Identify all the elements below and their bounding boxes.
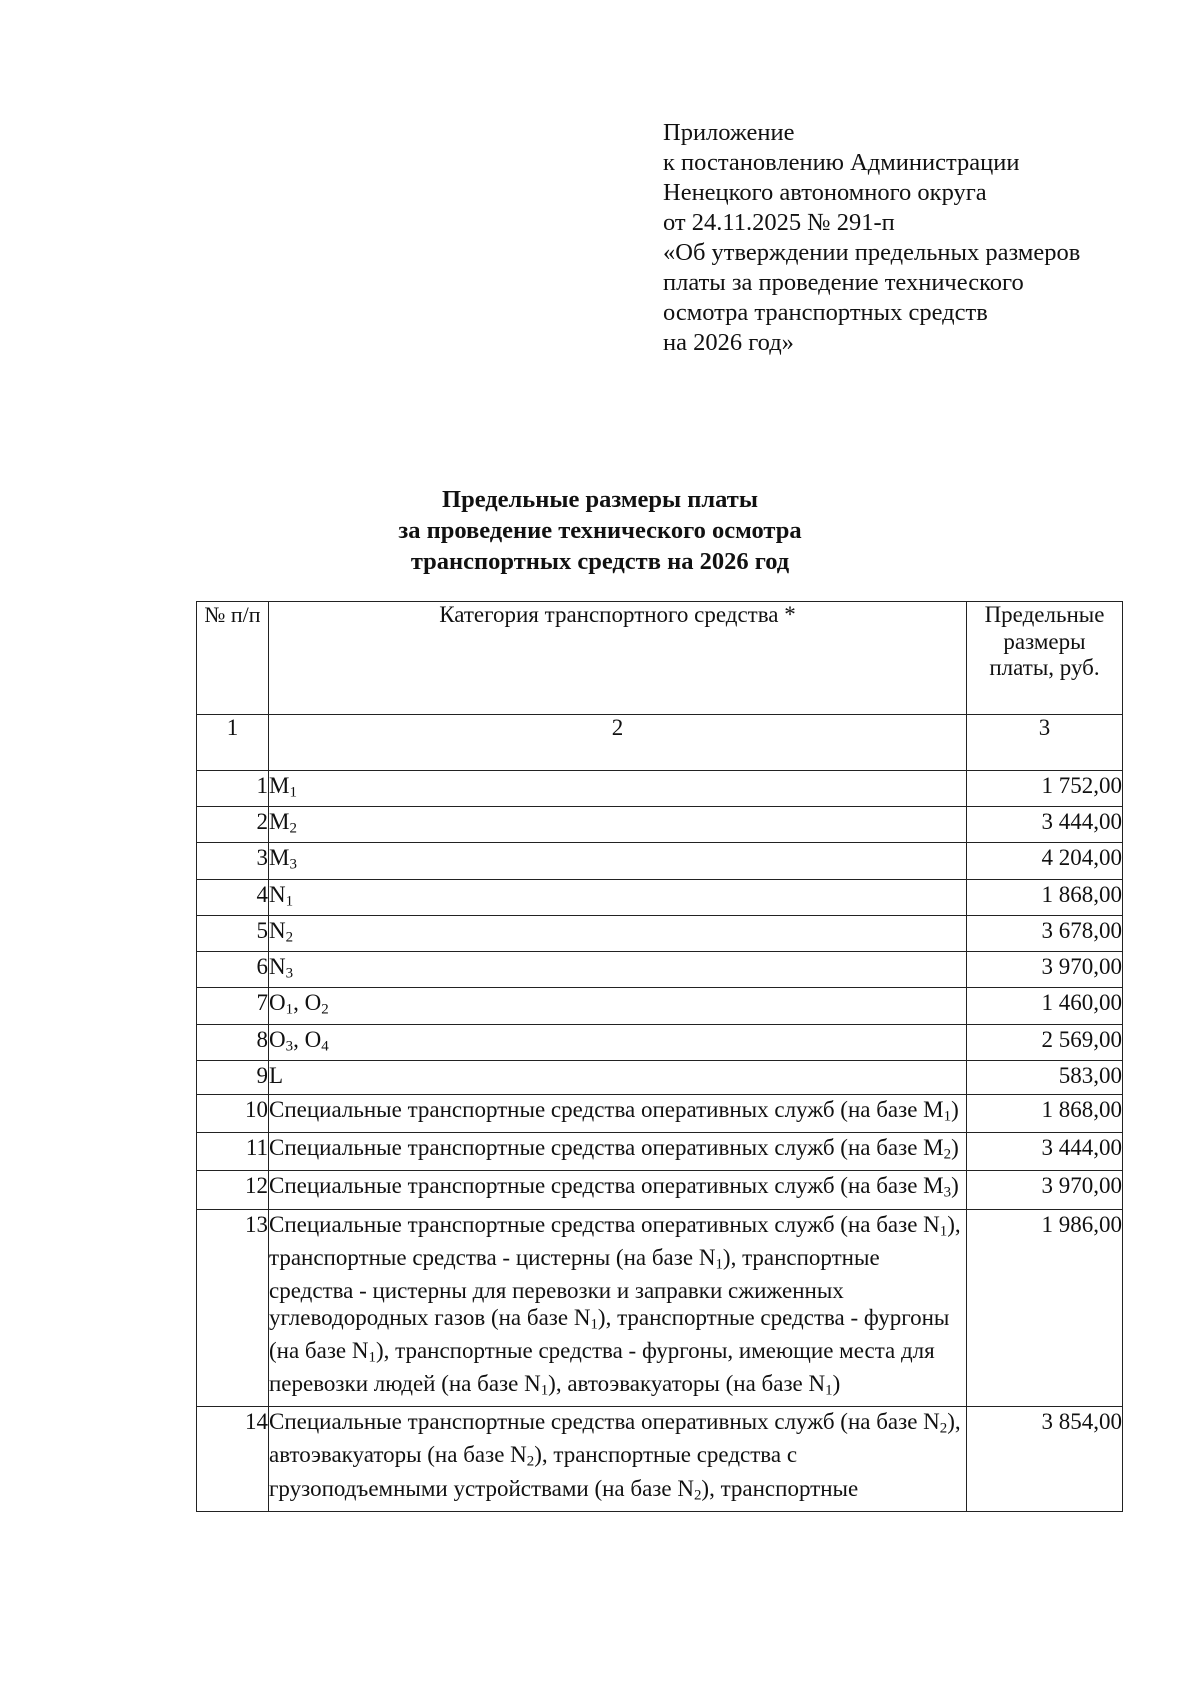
column-index-row <box>197 715 1123 771</box>
row-category: $N_3$ <box>269 952 967 988</box>
row-category: $O_3$, $O_4$ <box>269 1024 967 1060</box>
appendix-line: платы за проведение технического <box>663 269 1024 296</box>
table-body <box>197 771 1123 1512</box>
row-category: $M_2$ <box>269 807 967 843</box>
row-number: 5 <box>197 915 269 951</box>
row-category: Специальные транспортные средства оперативных служб (на базе $M_1$) <box>269 1094 967 1132</box>
row-fee: 4 204,00 <box>967 843 1123 879</box>
appendix-line: Приложение <box>663 119 795 146</box>
row-number: 8 <box>197 1024 269 1060</box>
row-number: 13 <box>197 1209 269 1407</box>
row-category: L <box>269 1060 967 1094</box>
row-number: 9 <box>197 1060 269 1094</box>
row-category: $N_2$ <box>269 915 967 951</box>
title-line: транспортных средств на 2026 год <box>410 548 790 575</box>
row-category: $O_1$, $O_2$ <box>269 988 967 1024</box>
table-row <box>197 1171 1123 1209</box>
table-row <box>197 771 1123 807</box>
header-category: Категория транспортного средства * <box>269 602 967 715</box>
row-fee: 1 868,00 <box>967 879 1123 915</box>
table-row <box>197 1133 1123 1171</box>
row-category: $N_1$ <box>269 879 967 915</box>
document-title <box>0 484 1200 577</box>
appendix-line: к постановлению Администрации <box>663 149 1020 176</box>
appendix-line: «Об утверждении предельных размеров <box>663 239 1081 266</box>
row-fee: 1 986,00 <box>967 1209 1123 1407</box>
title-line: за проведение технического осмотра <box>398 517 802 544</box>
appendix-line: на 2026 год» <box>663 329 794 356</box>
table-row <box>197 952 1123 988</box>
column-index: 2 <box>269 715 967 771</box>
header-fee-line: размеры <box>1003 628 1086 654</box>
title-line: Предельные размеры платы <box>442 486 758 513</box>
row-number: 3 <box>197 843 269 879</box>
column-index: 3 <box>967 715 1123 771</box>
row-fee: 3 970,00 <box>967 1171 1123 1209</box>
row-number: 12 <box>197 1171 269 1209</box>
row-number: 11 <box>197 1133 269 1171</box>
header-fee <box>967 602 1123 715</box>
row-number: 7 <box>197 988 269 1024</box>
header-fee-line: платы, руб. <box>989 655 1100 680</box>
row-fee: 583,00 <box>967 1060 1123 1094</box>
row-fee: 3 854,00 <box>967 1407 1123 1512</box>
row-fee: 2 569,00 <box>967 1024 1123 1060</box>
row-fee: 3 444,00 <box>967 807 1123 843</box>
row-category: $M_3$ <box>269 843 967 879</box>
table-row <box>197 879 1123 915</box>
row-category: Специальные транспортные средства оперативных служб (на базе $N_1$), транспортные средства - цистерны (на базе $N_1$), транспортные средства - цистерны для перевозки и заправки сжиженных углеводородных газов (на базе $N_1$), транспортные средства - фургоны (на базе $N_1$), транспортные средства - фургоны, имеющие места для перевозки людей (на базе $N_1$), автоэвакуаторы (на базе $N_1$) <box>269 1209 967 1407</box>
row-number: 2 <box>197 807 269 843</box>
table-row <box>197 1094 1123 1132</box>
appendix-line: Ненецкого автономного округа <box>663 179 987 206</box>
table-row <box>197 1407 1123 1512</box>
row-category: Специальные транспортные средства оперативных служб (на базе $M_2$) <box>269 1133 967 1171</box>
row-fee: 1 752,00 <box>967 771 1123 807</box>
header-fee-line: Предельные <box>984 602 1105 627</box>
table-row <box>197 843 1123 879</box>
table-header-row <box>197 602 1123 715</box>
table-row <box>197 988 1123 1024</box>
appendix-line: от 24.11.2025 № 291-п <box>663 209 895 236</box>
row-number: 4 <box>197 879 269 915</box>
row-number: 1 <box>197 771 269 807</box>
table-row <box>197 1060 1123 1094</box>
row-category: $M_1$ <box>269 771 967 807</box>
fees-table <box>196 601 1123 1512</box>
row-number: 10 <box>197 1094 269 1132</box>
appendix-block <box>663 118 1080 358</box>
row-number: 6 <box>197 952 269 988</box>
row-fee: 1 460,00 <box>967 988 1123 1024</box>
table-row <box>197 1024 1123 1060</box>
row-fee: 3 970,00 <box>967 952 1123 988</box>
row-fee: 1 868,00 <box>967 1094 1123 1132</box>
table-row <box>197 915 1123 951</box>
row-number: 14 <box>197 1407 269 1512</box>
table-row <box>197 807 1123 843</box>
appendix-line: осмотра транспортных средств <box>663 299 988 326</box>
row-category: Специальные транспортные средства оперативных служб (на базе $M_3$) <box>269 1171 967 1209</box>
header-num: № п/п <box>197 602 269 715</box>
row-category: Специальные транспортные средства оперативных служб (на базе $N_2$), автоэвакуаторы (на базе $N_2$), транспортные средства с грузоподъемными устройствами (на базе $N_2$), транспортные <box>269 1407 967 1512</box>
table-row <box>197 1209 1123 1407</box>
column-index: 1 <box>197 715 269 771</box>
row-fee: 3 678,00 <box>967 915 1123 951</box>
row-fee: 3 444,00 <box>967 1133 1123 1171</box>
